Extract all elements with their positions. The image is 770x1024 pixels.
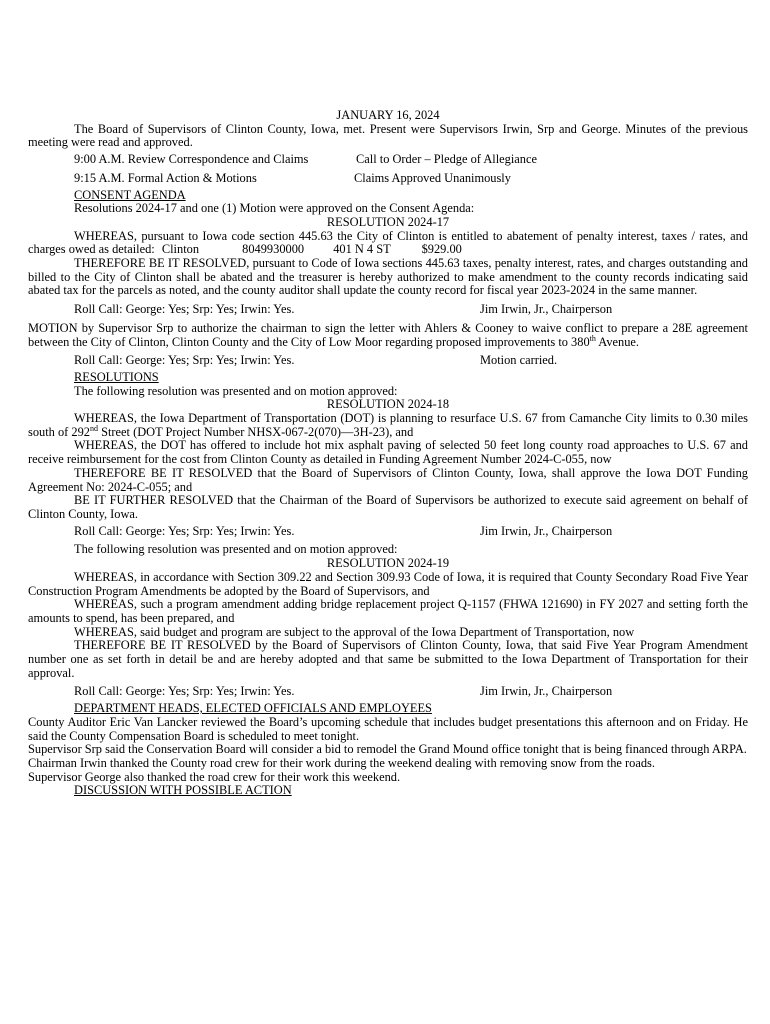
resolution-19-therefore: THEREFORE BE IT RESOLVED by the Board of Supervisors of Clinton County, Iowa, that said Five Year Program Amendment number one as set forth in detail be and are hereby adopted and that same be submitted to the Iowa Department of Transportation for their approval. (28, 638, 748, 680)
consent-agenda-heading: CONSENT AGENDA (74, 187, 186, 202)
schedule-time-event: 9:15 A.M. Formal Action & Motions (74, 170, 257, 185)
resolution-18-whereas-2: WHEREAS, the DOT has offered to include hot mix asphalt paving of selected 50 feet long county road approaches to U.S. 67 and receive reimbursement for the cost from Clinton County as detailed in Funding Agreement Number 2024-C-055, now (28, 438, 748, 467)
roll-call: Roll Call: George: Yes; Srp: Yes; Irwin: Yes. (74, 302, 295, 317)
discussion-heading: DISCUSSION WITH POSSIBLE ACTION (74, 783, 292, 798)
detail-address: 401 N 4 ST (333, 242, 391, 257)
consent-intro: Resolutions 2024-17 and one (1) Motion were approved on the Consent Agenda: (74, 201, 475, 216)
roll-call: Roll Call: George: Yes; Srp: Yes; Irwin: Yes. (74, 353, 295, 368)
resolution-19-whereas-2: WHEREAS, such a program amendment adding bridge replacement project Q-1157 (FHWA 121690) in FY 2027 and setting forth the amounts to spend, has been prepared, and (28, 597, 748, 625)
schedule-note: Call to Order – Pledge of Allegiance (356, 152, 537, 167)
resolution-17-therefore: THEREFORE BE IT RESOLVED, pursuant to Code of Iowa sections 445.63 taxes, penalty interest, rates, and charges outstanding and billed to the City of Clinton shall be abated and the treasurer is hereby authorized to make amendment to the county records indicating said abated tax for the parcels as noted, and the county auditor shall update the county record for fiscal year 2023-2024 in the same manner. (28, 256, 748, 298)
schedule-row-1 (28, 153, 748, 167)
department-item: County Auditor Eric Van Lancker reviewed the Board’s upcoming schedule that includes budget presentations this afternoon and on Friday. He said the County Compensation Board is scheduled to meet tonight. (28, 714, 748, 743)
meeting-date: JANUARY 16, 2024 (336, 108, 440, 122)
resolution-18-whereas-1: WHEREAS, the Iowa Department of Transportation (DOT) is planning to resurface U.S. 67 from Camanche City limits to 0.30 miles south of 292nd Street (DOT Project Number NHSX-067-2(070)—3H-23), and (28, 411, 748, 439)
department-item: Chairman Irwin thanked the County road crew for their work during the weekend dealing with removing snow from the roads. (28, 755, 655, 770)
chairperson-signature: Jim Irwin, Jr., Chairperson (480, 684, 613, 699)
resolutions-heading: RESOLUTIONS (74, 369, 159, 384)
detail-parcel: 8049930000 (242, 242, 305, 257)
resolution-18-rollcall-row (28, 525, 748, 539)
schedule-time-event: 9:00 A.M. Review Correspondence and Claims (74, 152, 309, 167)
resolution-19-rollcall-row (28, 685, 748, 699)
schedule-row-2 (28, 172, 748, 186)
detail-amount: $929.00 (421, 242, 462, 257)
resolution-17-whereas (28, 230, 748, 257)
roll-call: Roll Call: George: Yes; Srp: Yes; Irwin: Yes. (74, 523, 295, 538)
resolution-18-further: BE IT FURTHER RESOLVED that the Chairman of the Board of Supervisors be authorized to execute said agreement on behalf of Clinton County, Iowa. (28, 493, 748, 521)
whereas-text: WHEREAS, pursuant to Iowa code section 445.63 the City of Clinton is entitled to abatement of penalty interest, taxes / rates, and charges owed as detailed: (28, 228, 748, 257)
motion-paragraph: MOTION by Supervisor Srp to authorize the chairman to sign the letter with Ahlers & Cooney to waive conflict to prepare a 28E agreement between the City of Clinton, Clinton County and the City of Low Moor regarding proposed improvements to 380th Avenue. (28, 320, 748, 349)
resolution-19-title: RESOLUTION 2024-19 (326, 556, 450, 571)
schedule-note: Claims Approved Unanimously (354, 170, 511, 185)
department-item: Supervisor George also thanked the road crew for their work this weekend. (28, 769, 401, 784)
resolution-19-presented: The following resolution was presented and on motion approved: (74, 542, 398, 557)
resolution-18-title: RESOLUTION 2024-18 (326, 397, 450, 412)
detail-city: Clinton (161, 242, 200, 257)
minutes-page (28, 109, 748, 798)
resolution-18-presented: The following resolution was presented and on motion approved: (74, 383, 398, 398)
department-item: Supervisor Srp said the Conservation Board will consider a bid to remodel the Grand Mound office tonight that is being financed through ARPA. (28, 742, 747, 757)
department-heads-heading: DEPARTMENT HEADS, ELECTED OFFICIALS AND EMPLOYEES (74, 701, 432, 716)
motion-rollcall-row (28, 354, 748, 368)
chairperson-signature: Jim Irwin, Jr., Chairperson (480, 523, 613, 538)
motion-result: Motion carried. (480, 353, 558, 368)
resolution-17-rollcall-row (28, 303, 748, 317)
resolution-19-whereas-3: WHEREAS, said budget and program are subject to the approval of the Iowa Department of Transportation, now (74, 624, 635, 639)
resolution-17-title: RESOLUTION 2024-17 (326, 214, 450, 229)
resolution-18-therefore: THEREFORE BE IT RESOLVED that the Board of Supervisors of Clinton County, Iowa, shall approve the Iowa DOT Funding Agreement No: 2024-C-055; and (28, 465, 748, 494)
intro-paragraph: The Board of Supervisors of Clinton County, Iowa, met. Present were Supervisors Irwin, Srp and George. Minutes of the previous meeting were read and approved. (28, 121, 748, 150)
roll-call: Roll Call: George: Yes; Srp: Yes; Irwin: Yes. (74, 684, 295, 699)
chairperson-signature: Jim Irwin, Jr., Chairperson (480, 302, 613, 317)
resolution-19-whereas-1: WHEREAS, in accordance with Section 309.22 and Section 309.93 Code of Iowa, it is required that County Secondary Road Five Year Construction Program Amendments be adopted by the Board of Supervisors, and (28, 569, 748, 598)
